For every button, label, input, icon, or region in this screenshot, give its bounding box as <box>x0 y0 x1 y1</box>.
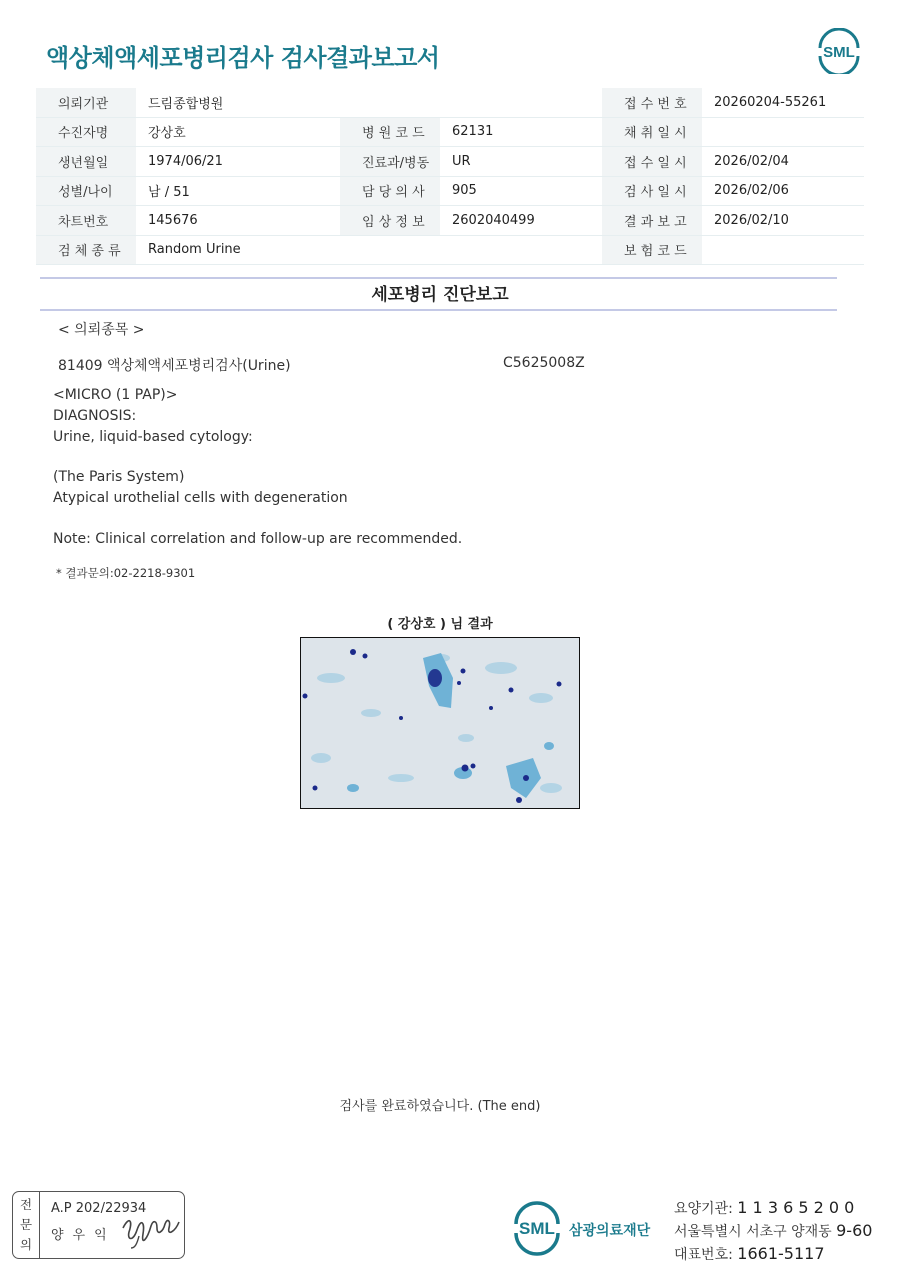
patient-info-table <box>36 88 864 265</box>
system-line: (The Paris System) <box>53 469 185 485</box>
stamp-char: 문 <box>19 1217 33 1232</box>
value-patient-name: 강상호 <box>136 117 340 147</box>
end-of-report: 검사를 완료하였습니다. (The end) <box>339 1099 541 1114</box>
value-insurance-code <box>702 235 864 265</box>
label-specimen-type: 검 체 종 류 <box>36 235 136 265</box>
stamp-title-column <box>13 1192 40 1258</box>
label-birth-date: 생년월일 <box>36 147 136 177</box>
section-divider-top <box>40 277 837 279</box>
value-receipt-number: 20260204-55261 <box>702 88 864 117</box>
info-row <box>36 235 864 265</box>
micrograph-image <box>301 638 579 808</box>
diagnosis-label: DIAGNOSIS: <box>53 408 137 424</box>
label-physician: 담 당 의 사 <box>340 176 440 206</box>
section-title: 세포병리 진단보고 <box>371 285 509 305</box>
specimen-line: Urine, liquid-based cytology: <box>53 429 253 445</box>
info-row <box>36 117 864 147</box>
value-department: UR <box>440 147 602 177</box>
pathologist-stamp <box>12 1191 185 1259</box>
info-row <box>36 176 864 206</box>
request-header: < 의뢰종목 > <box>58 322 145 338</box>
sml-logo-text: SML <box>823 44 855 61</box>
value-physician: 905 <box>440 176 602 206</box>
sml-footer-logo-text: SML <box>519 1219 555 1238</box>
info-row <box>36 206 864 236</box>
value-test-date: 2026/02/06 <box>702 176 864 206</box>
label-department: 진료과/병동 <box>340 147 440 177</box>
label-report-date: 결 과 보 고 <box>602 206 702 236</box>
label-test-date: 검 사 일 시 <box>602 176 702 206</box>
inquiry-line: * 결과문의:02-2218-9301 <box>56 566 196 580</box>
label-sex-age: 성별/나이 <box>36 176 136 206</box>
label-hospital-code: 병 원 코 드 <box>340 117 440 147</box>
value-collection-date <box>702 117 864 147</box>
label-insurance-code: 보 험 코 드 <box>602 235 702 265</box>
sml-footer-logo <box>511 1200 563 1256</box>
note-line: Note: Clinical correlation and follow-up are recommended. <box>53 531 463 547</box>
value-report-date: 2026/02/10 <box>702 206 864 236</box>
sml-logo <box>814 28 864 74</box>
test-name: 81409 액상체액세포병리검사(Urine) <box>58 358 291 374</box>
micro-line: <MICRO (1 PAP)> <box>53 387 178 403</box>
facility-code-label: 요양기관: <box>674 1201 733 1217</box>
report-title: 액상체액세포병리검사 검사결과보고서 <box>46 44 440 72</box>
info-row <box>36 88 864 117</box>
image-caption: ( 강상호 ) 님 결과 <box>387 617 493 632</box>
stamp-char: 전 <box>19 1197 33 1212</box>
label-patient-name: 수진자명 <box>36 117 136 147</box>
stamp-name: 양우익 <box>51 1228 116 1243</box>
value-birth-date: 1974/06/21 <box>136 147 340 177</box>
stamp-license: A.P 202/22934 <box>51 1201 147 1216</box>
label-receipt-date: 접 수 일 시 <box>602 147 702 177</box>
phone-label: 대표번호: <box>674 1247 733 1263</box>
value-clinical-info: 2602040499 <box>440 206 602 236</box>
value-specimen-type: Random Urine <box>136 235 340 265</box>
label-chart-number: 차트번호 <box>36 206 136 236</box>
section-divider-bottom <box>40 309 837 311</box>
value-sex-age: 남 / 51 <box>136 176 340 206</box>
label-requesting-institution: 의뢰기관 <box>36 88 136 117</box>
phone-value: 1661-5117 <box>737 1244 825 1263</box>
test-code: C5625008Z <box>503 355 585 371</box>
label-collection-date: 채 취 일 시 <box>602 117 702 147</box>
address-line <box>674 1221 872 1241</box>
cytology-micrograph <box>300 637 580 809</box>
organization-name: 삼광의료재단 <box>569 1223 651 1239</box>
address-text: 서울특별시 서초구 양재동 <box>674 1224 832 1240</box>
diagnosis-finding: Atypical urothelial cells with degeneration <box>53 490 348 506</box>
info-row <box>36 147 864 177</box>
value-hospital-code: 62131 <box>440 117 602 147</box>
label-clinical-info: 임 상 정 보 <box>340 206 440 236</box>
facility-code-line <box>674 1198 854 1218</box>
facility-code-value: 1 1 3 6 5 2 0 0 <box>737 1198 855 1217</box>
value-receipt-date: 2026/02/04 <box>702 147 864 177</box>
value-requesting-institution: 드림종합병원 <box>136 88 340 117</box>
label-receipt-number: 접 수 번 호 <box>602 88 702 117</box>
address-number: 9-60 <box>836 1221 873 1240</box>
value-chart-number: 145676 <box>136 206 340 236</box>
phone-line <box>674 1244 825 1264</box>
signature-mark <box>119 1206 183 1250</box>
stamp-char: 의 <box>19 1237 33 1252</box>
